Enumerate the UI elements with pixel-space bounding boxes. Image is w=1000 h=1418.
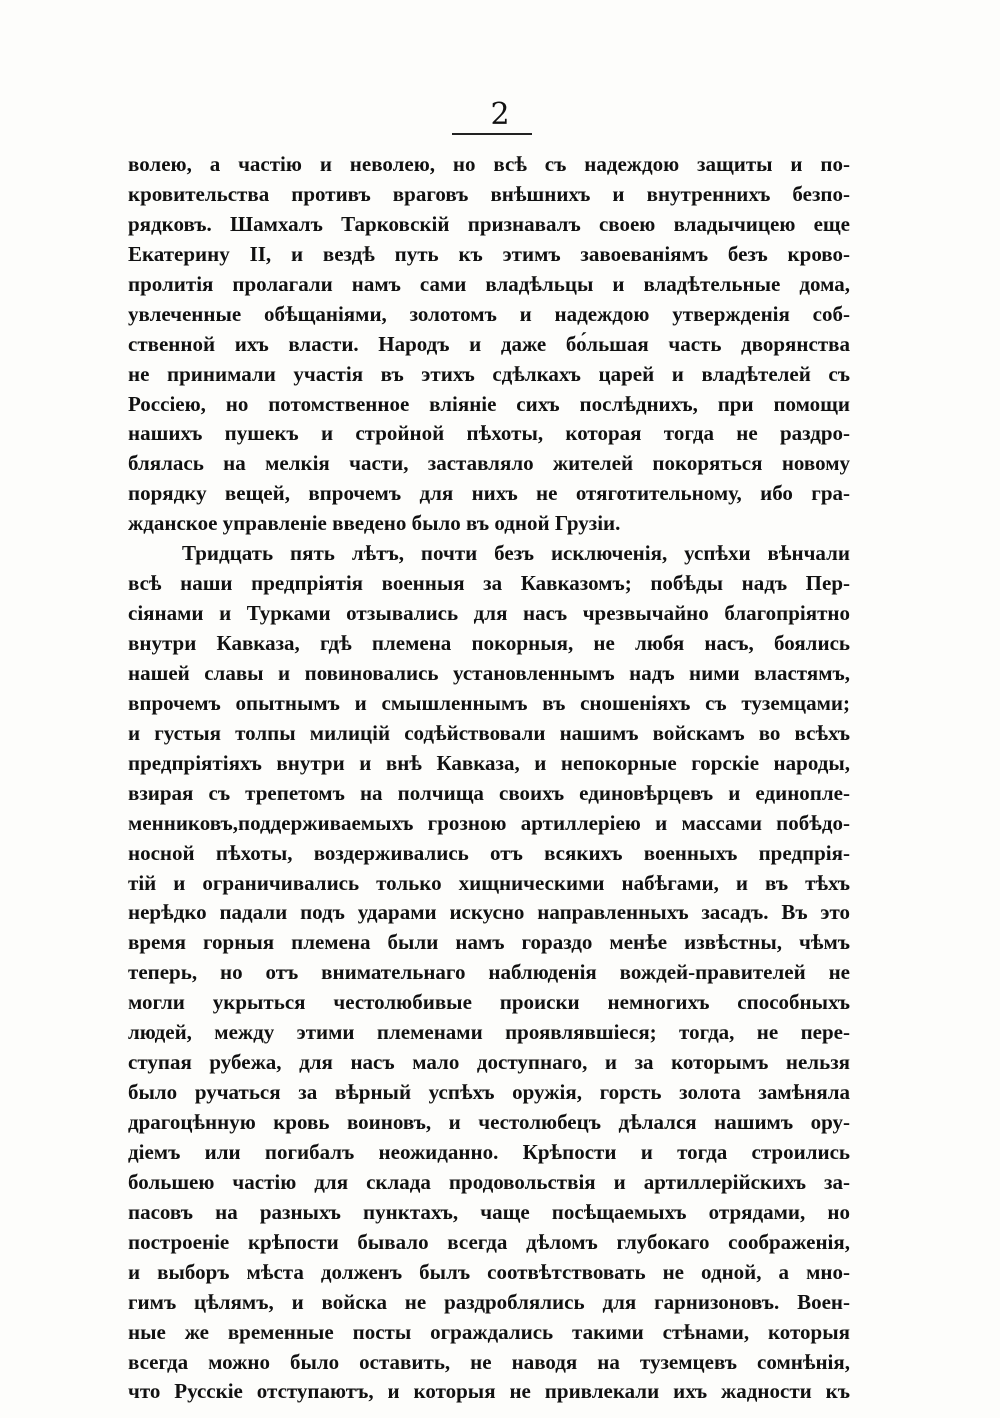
text-line: ступая рубежа, для насъ мало доступнаго, и за которымъ нельзя [128,1050,850,1075]
text-line: теперь, но отъ внимательнаго наблюденія вождей-правителей не [128,960,850,985]
text-line: предпріятіяхъ внутри и внѣ Кавказа, и непокорные горскіе народы, [128,750,850,775]
text-line: всегда можно было оставить, не наводя на туземцевъ сомнѣнія, [128,1349,850,1374]
page-number-rule [452,133,532,135]
text-line: что Русскіе отступаютъ, и которыя не привлекали ихъ жадности къ [128,1379,850,1404]
page-number: 2 [490,97,510,132]
text-line: пасовъ на разныхъ пунктахъ, чаще посѣщаемыхъ отрядами, но [128,1199,850,1224]
text-line: нерѣдко падали подъ ударами искусно направленныхъ засадъ. Въ это [128,900,850,925]
text-line: волею, а частію и неволею, но всѣ съ надеждою защиты и по- [128,152,850,176]
text-line: жданское управленіе введено было въ одной Грузіи. [128,511,621,536]
text-line: пролитія пролагали намъ сами владѣльцы и владѣтельные дома, [128,271,850,296]
body-text [128,150,850,1407]
text-line: внутри Кавказа, гдѣ племена покорныя, не любя насъ, боялись [128,631,850,655]
text-line: и выборъ мѣста долженъ былъ соотвѣтствовать не одной, а мно- [128,1259,850,1284]
text-line: впрочемъ опытнымъ и смышленнымъ въ сношеніяхъ съ туземцами; [128,690,850,715]
text-line: время горныя племена были намъ гораздо менѣе извѣстны, чѣмъ [128,930,850,955]
text-line: рядковъ. Шамхалъ Тарковскій признавалъ своею владычицею еще [128,211,850,236]
text-line: тій и ограничивались только хищническими набѣгами, и въ тѣхъ [128,870,850,895]
text-line: ственной ихъ власти. Народъ и даже бо́льшая часть дворянства [128,331,850,356]
text-line: людей, между этими племенами проявлявшіеся; тогда, не пере- [128,1020,850,1045]
text-line: большею частію для склада продовольствія и артиллерійскихъ за- [128,1169,850,1194]
text-line: сіянами и Турками отзывались для насъ чрезвычайно благопріятно [128,601,850,626]
text-line: взирая съ трепетомъ на полчища своихъ единовѣрцевъ и единопле- [128,780,850,805]
text-line: нашей славы и повиновались установленнымъ надъ ними властямъ, [128,660,850,685]
text-line: могли укрыться честолюбивые происки немногихъ способныхъ [128,990,850,1015]
text-line: діемъ или погибалъ неожиданно. Крѣпости и тогда строились [128,1139,850,1164]
text-line: увлеченные обѣщаніями, золотомъ и надеждою утвержденія соб- [128,301,850,326]
text-line: было ручаться за вѣрный успѣхъ оружія, горсть золота замѣняла [128,1080,850,1105]
text-line: носной пѣхоты, воздерживались отъ всякихъ военныхъ предпрія- [128,840,850,865]
text-line: нашихъ пушекъ и стройной пѣхоты, которая тогда не раздро- [128,421,850,446]
text-line: не принимали участія въ этихъ сдѣлкахъ царей и владѣтелей съ [128,361,850,386]
text-line: всѣ наши предпріятія военныя за Кавказомъ; побѣды надъ Пер- [128,571,850,596]
text-line: и густыя толпы милицій содѣйствовали нашимъ войскамъ во всѣхъ [128,720,850,745]
text-line: кровительства противъ враговъ внѣшнихъ и внутреннихъ безпо- [128,181,850,206]
text-line: построеніе крѣпости бывало всегда дѣломъ глубокаго соображенія, [128,1229,850,1254]
text-line: менниковъ,поддерживаемыхъ грозною артиллеріею и массами побѣдо- [128,810,850,835]
text-line: Тридцать пять лѣтъ, почти безъ исключенія, успѣхи вѣнчали [182,541,850,566]
text-line: Россіею, но потомственное вліяніе сихъ послѣднихъ, при помощи [128,391,850,416]
text-line: порядку вещей, впрочемъ для нихъ не отяготительному, ибо гра- [128,481,850,506]
text-line: Екатерину II, и вездѣ путь къ этимъ завоеваніямъ безъ крово- [128,241,850,266]
text-line: драгоцѣнную кровь воиновъ, и честолюбецъ дѣлался нашимъ ору- [128,1110,850,1134]
text-line: блялась на мелкія части, заставляло жителей покоряться новому [128,451,850,476]
text-line: ные же временные посты ограждались такими стѣнами, которыя [128,1319,850,1344]
text-line: гимъ цѣлямъ, и войска не раздроблялись для гарнизоновъ. Воен- [128,1289,850,1314]
